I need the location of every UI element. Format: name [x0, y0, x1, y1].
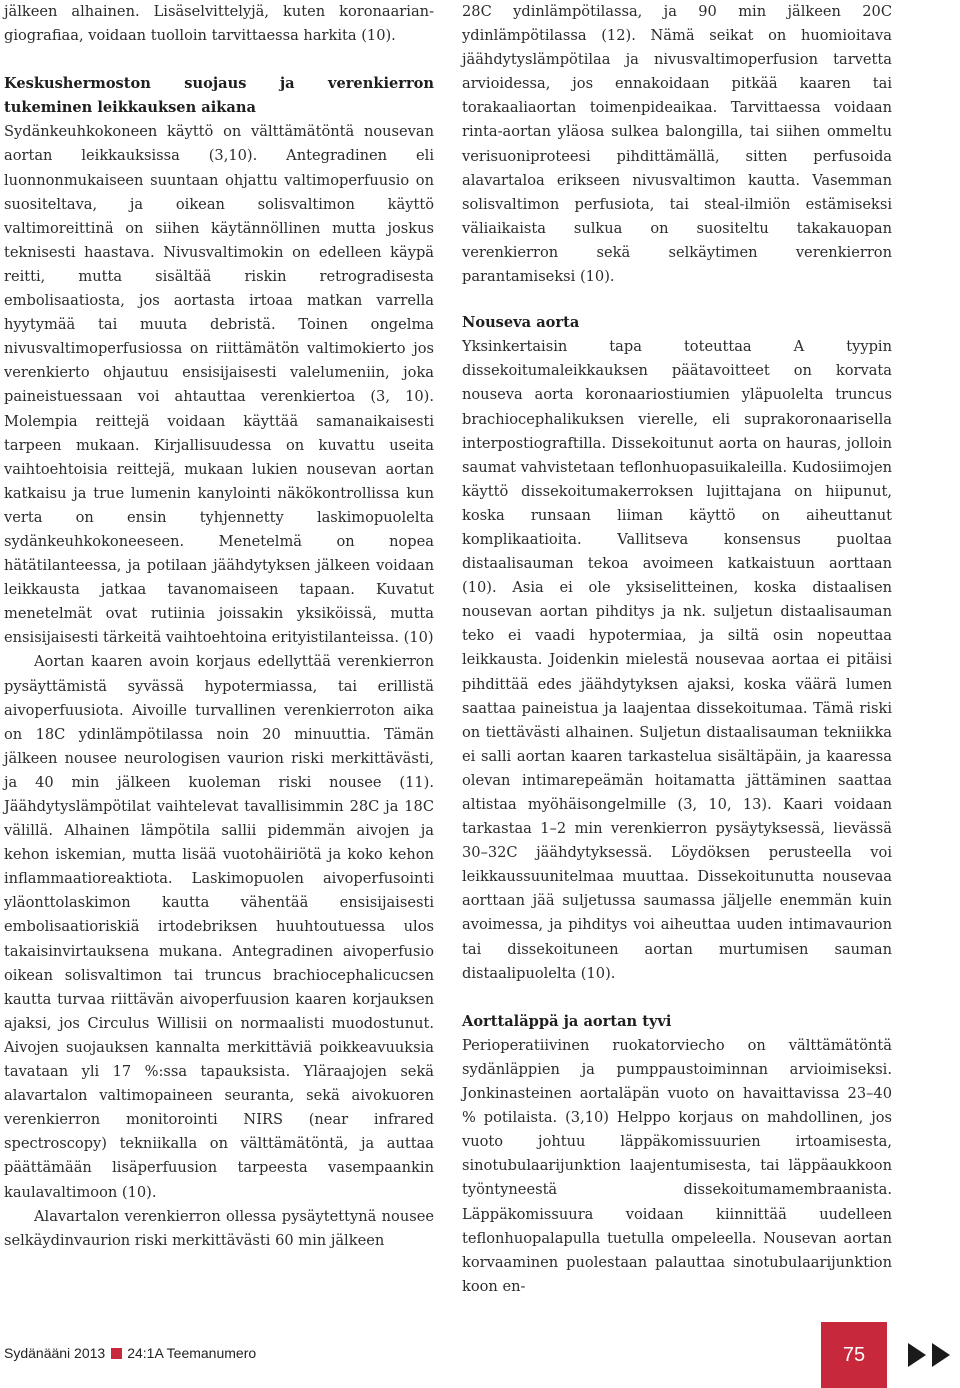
body-paragraph: Sydänkeuhkokoneen käyttö on välttämätöntä nousevan aortan leikkauksissa (3,10). Antegradinen eli luonnonmukaiseen suuntaan ohjattu valtimoperfuusio on suositeltava, ja oikean solisvaltimon käyttö valtimoreittinä on siihen käytännöllinen mutta joskus teknisesti haastava. Nivusvaltimokin on edelleen käypä reitti, mutta sisältää riskin retrogradisesta embolisaatiosta, jos aortasta irtoaa matkan varrella hyytymää tai muuta debristä. Toinen ongelma nivusvaltimoperfusiossa on riittämätön valtimokierto jos verenkierto ohjautuu ensisijaisesti valelumeniin, joka paineistuessaan voi ahtauttaa verenkiertoa (3, 10). Molempia reittejä voidaan käyttää samanaikaisesti tarpeen mukaan. Kirjallisuudessa on kuvattu useita vaihtoehtoisia reittejä, mukaan lukien nousevan aortan katkaisu ja true lumenin kanylointi näkökontrollissa kun verta on ensin tyhjennetty laskimopuolelta sydänkeuhkokoneeseen. Menetelmä on nopea hätätilanteessa, ja potilaan jäähdytyksen jälkeen voidaan leikkausta jatkaa tavanomaiseen tapaan. Kuvatut menetelmät ovat rutiinia joissakin yksiköissä, mutta ensisijaisesti tärkeitä vaihtoehtoina erityistilanteissa. (10) — [4, 123, 434, 647]
body-paragraph: Alavartalon verenkierron ollessa pysäytettynä nousee selkäydinvaurion riski merkittävästi 60 min jälkeen — [4, 1207, 434, 1249]
body-paragraph: Yksinkertaisin tapa toteuttaa A tyypin dissekoitumaleikkauksen päätavoitteet on korvata nouseva aorta koronaariostiumien yläpuolelta truncus brachiocephalikuksen vierelle, eli suprakoronaarisella interpostiograftilla. Dissekoitunut aorta on hauras, jolloin saumat vahvistetaan teflonhuopasuikaleilla. Kudosiimojen käyttö dissekoitumakerroksen lujittajana on hiipunut, koska runsaan liiman käyttö on aiheuttanut komplikaatioita. Vallitseva konsensus puoltaa distaalisauman tekoa avoimeen katkaistuun aorttaan (10). Asia ei ole yksiselitteinen, koska distaalisen nousevan aortan pihditys ja nk. suljetun distaalisauman teko ei vaadi hypotermiaa, ja siltä osin nopeuttaa leikkausta. Joidenkin mielestä nousevaa aortaa ei pitäisi pihdittää edes jäähdytyksen ajaksi, koska väärä lumen saattaa paineistua ja laajentaa dissekoitumaa. Tämä riski on tiettävästi alhainen. Suljetun distaalisauman tekniikka ei salli aortan kaaren tarkastelua sisältäpäin, ja kaaressa olevan intimarepeämän hoitamatta jättäminen saattaa altistaa myöhäisongelmille (3, 10, 13). Kaari voidaan tarkastaa 1–2 min verenkierron pysäytyksessä, lievässä 30–32C jäähdytyksessä. Löydöksen perusteella voi leikkaussuunitelmaa muuttaa. Dissekoitunutta nousevaa aorttaan jää suljetussa saumassa jäljelle enemmän kuin avoimessa, ja pihditys voi aiheuttaa uuden intimavaurion tai dissekoituneen aortan murtumisen sauman distaalipuolelta (10). — [462, 338, 892, 982]
body-paragraph: 28C ydinlämpötilassa, ja 90 min jälkeen 20C ydinlämpötilassa (12). Nämä seikat on huomioitava jäähdytyslämpötilaa ja nivusvaltimoperfusion tarvetta arvioidessa, jos ennakoidaan pitkää kaaren tai torakaaliaortan toimenpideaikaa. Tarvittaessa voidaan rinta-aortan yläosa sulkea balongilla, tai siihen ommeltu verisuoniproteesi pihdittämällä, sitten perfusoida alavartaloa erikseen nivusvaltimon kautta. Vasemman solisvaltimon perfusiota, tai steal-ilmiön estämiseksi väliaikaista sulkua on suositeltu takakauopan verenkierron sekä selkäytimen verenkierron parantamiseksi (10). — [462, 3, 892, 286]
section-heading-cns-protection: Keskushermoston suojaus ja verenkierron tukeminen leikkauksen aikana — [4, 75, 434, 117]
page-number-badge — [821, 1322, 887, 1388]
issue-name: 24:1A Teemanumero — [127, 1345, 257, 1361]
body-paragraph: Perioperatiivinen ruokatorviecho on välttämätöntä sydänläppien ja pumppaustoiminnan arvioimiseksi. Jonkinasteinen aortaläpän vuoto on havaittavissa 23–40 % potilaista. (3,10) Helppo korjaus on mahdollinen, jos vuoto johtuu läppäkomissuurien irtoamisesta, sinotubulaarijunktion laajentumisesta, tai läppäaukkoon työntyneestä dissekoitumamembraanista. Läppäkomissuura voidaan kiinnittää uudelleen teflonhuopalapulla tuetulla ompeleella. Nousevan aortan korvaaminen puolestaan palauttaa sinotubulaarijunktion koon en- — [462, 1036, 892, 1295]
red-square-icon — [111, 1348, 122, 1359]
section-heading-ascending-aorta: Nouseva aorta — [462, 314, 580, 332]
double-chevron-right-icon[interactable] — [906, 1339, 956, 1371]
section-heading-aortic-valve: Aorttaläppä ja aortan tyvi — [462, 1012, 672, 1030]
body-paragraph: jälkeen alhainen. Lisäselvittelyjä, kuten koronaariangiografiaa, voidaan tuolloin tarvittaessa harkita (10). — [4, 3, 434, 45]
body-paragraph: Aortan kaaren avoin korjaus edellyttää verenkierron pysäyttämistä syvässä hypotermiassa, tai erillistä aivoperfuusiota. Aivoille turvallinen verenkierroton aika on 18C ydinlämpötilassa noin 20 minuuttia. Tämän jälkeen nousee neurologisen vaurion riski merkittävästi, ja 40 min jälkeen kuoleman riski nousee (11). Jäähdytyslämpötilat vaihtelevat tavallisimmin 28C ja 18C välillä. Alhainen lämpötila sallii pidemmän aivojen ja kehon iskemian, mutta lisää vuotohäiriötä ja koko kehon inflammaatioreaktiota. Laskimopuolen aivoperfusointi yläonttolaskimon kautta vähentää ensisijaisesti embolisaatioriskiä irtodebriksen huuhtoutuessa ulos takaisinvirtauksena mukana. Antegradinen aivoperfusio oikean solisvaltimon tai truncus brachiocephalicucsen kautta turvaa riittävän aivoperfuusion kaaren korjauksen ajaksi, jos Circulus Willisii on normaalisti muodostunut. Aivojen suojauksen kannalta merkittäviä poikkeavuuksia tavataan yli 17 %:ssa tapauksista. Yläraajojen sekä alavartalon valtimopaineen seuranta, sekä aivokuoren verenkierron monitorointi NIRS (near infrared spectroscopy) tekniikalla on välttämätöntä, ja auttaa päättämään lisäperfuusion tarpeesta vasempaankin kaulavaltimoon (10). — [4, 653, 434, 1201]
journal-name: Sydänääni 2013 — [4, 1345, 106, 1361]
right-column — [462, 0, 892, 1299]
page-footer — [0, 1322, 960, 1388]
footer-journal-info — [4, 1345, 256, 1361]
page-number: 75 — [842, 1343, 866, 1366]
left-column — [4, 0, 434, 1253]
